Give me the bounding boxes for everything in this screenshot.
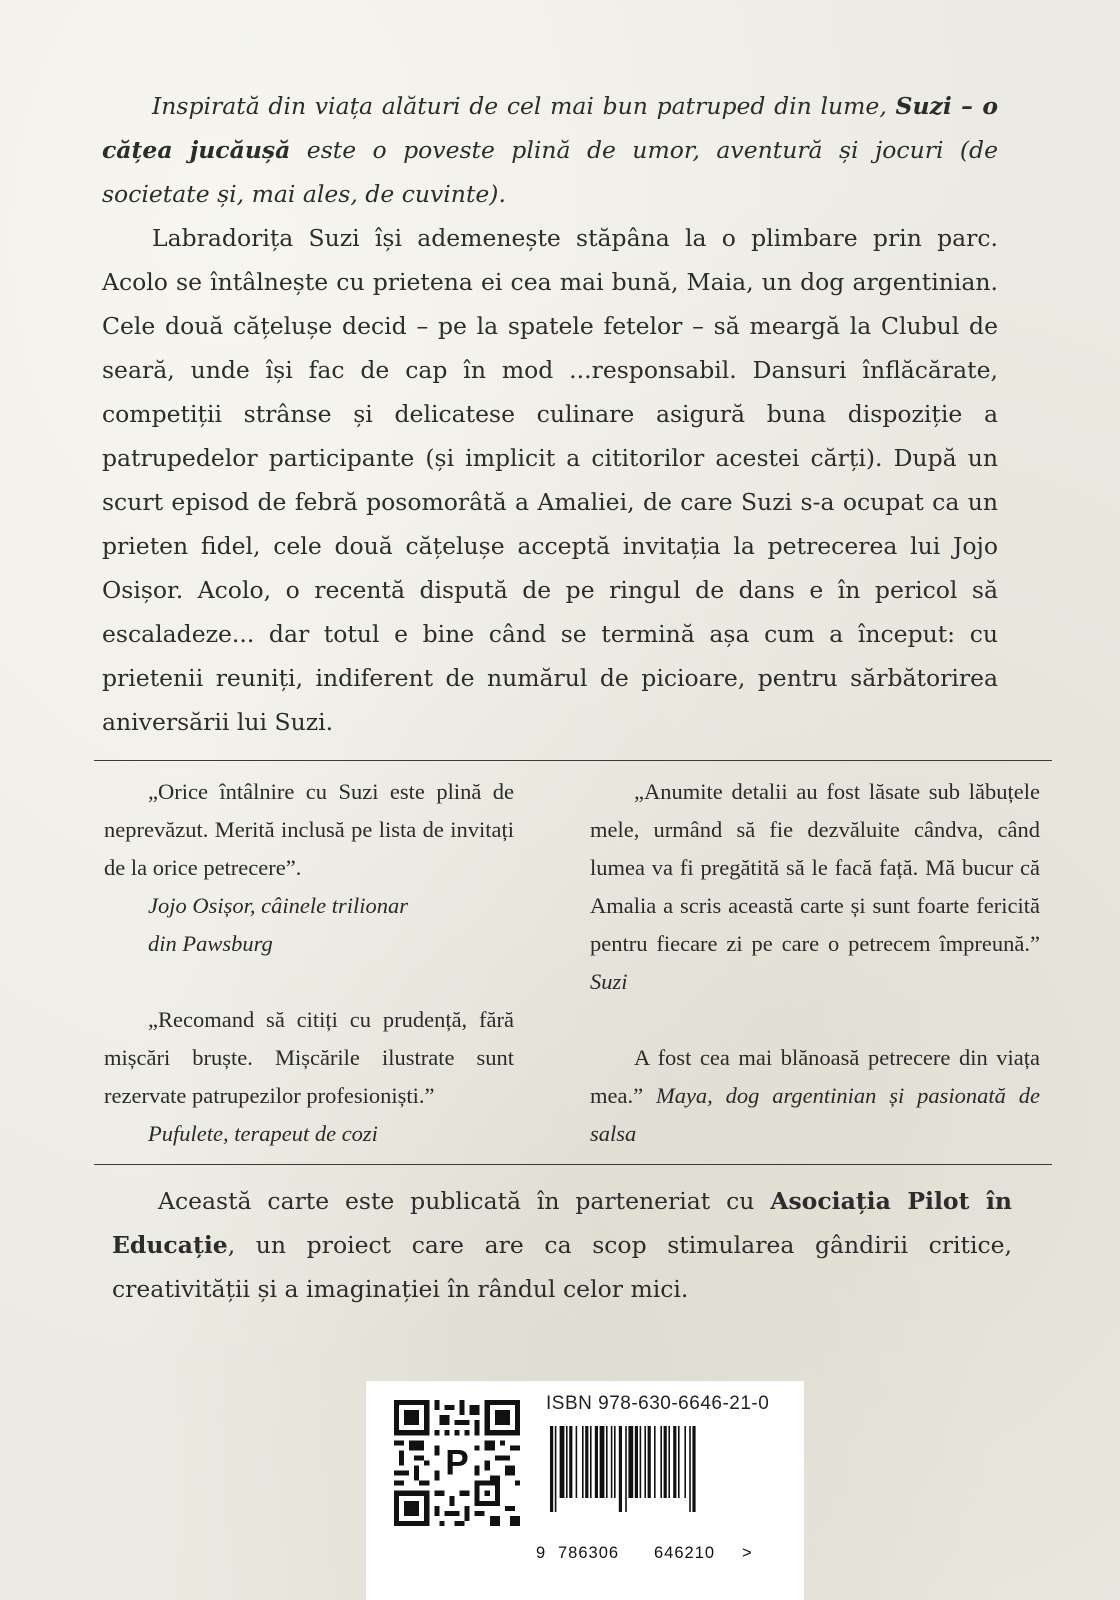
barcode <box>536 1426 756 1562</box>
partner-note: Această carte este publicată în parteneriat cu Asociația Pilot în Educație, un proiect care are ca scop stimularea gândirii critice, creativității și a imaginației în rândul celor mici. <box>112 1187 1012 1303</box>
barcode-digits-right: 646210 <box>654 1544 716 1562</box>
barcode-bar <box>684 1426 686 1498</box>
barcode-bar <box>635 1426 638 1498</box>
barcode-bar <box>660 1426 662 1498</box>
partner-org-name: Asociația Pilot în Educație <box>112 1187 1012 1259</box>
barcode-panel <box>366 1381 804 1600</box>
barcode-bar <box>689 1426 691 1512</box>
divider-top <box>94 760 1052 761</box>
quote-suzi: „Anumite detalii au fost lăsate sub lăbuțele mele, urmând să fie dezvăluite cândva, când lumea va fi pregătită să le facă față. Mă bucur că Amalia a scris această carte și sunt foarte fericită pentru fiecare zi pe care o petrecem împreună.” Suzi <box>590 779 1040 994</box>
quote-maya: A fost cea mai blănoasă petrecere din viața mea.” Maya, dog argentinian și pasionată de salsa <box>590 1045 1040 1146</box>
intro-p1-start: Inspirată din viața alături de cel mai bun patruped din lume, <box>152 92 896 120</box>
barcode-bar <box>628 1426 633 1498</box>
barcode-bar <box>576 1426 578 1498</box>
barcode-bar <box>582 1426 584 1498</box>
quotes-right-column <box>590 773 1040 1153</box>
barcode-bar <box>550 1426 553 1512</box>
intro-text <box>102 84 998 744</box>
barcode-bar <box>692 1426 695 1512</box>
barcode-bar <box>640 1426 642 1498</box>
barcode-digit-first: 9 <box>536 1544 546 1562</box>
quote-pufulete-attribution: Pufulete, terapeut de cozi <box>148 1121 378 1146</box>
barcode-bar <box>619 1426 622 1512</box>
intro-p1-end: este o poveste plină de umor, aventură și jocuri (de societate și, mai ales, de cuvinte). <box>102 136 999 208</box>
barcode-bar <box>569 1426 572 1498</box>
quote-pufulete: „Recomand să citiți cu prudență, fără mișcări bruște. Mișcările ilustrate sunt rezervate patrupezilor profesioniști.” Pufulete, terapeut de cozi <box>104 1001 514 1153</box>
barcode-bar <box>648 1426 651 1498</box>
barcode-bar <box>614 1426 616 1498</box>
barcode-bar <box>644 1426 646 1498</box>
barcode-bar <box>654 1426 656 1498</box>
quote-jojo: „Orice întâlnire cu Suzi este plină de neprevăzut. Merită inclusă pe lista de invitați de la orice petrecere”. Jojo Osișor, câinele trilionar din Pawsburg <box>104 773 514 963</box>
barcode-bar <box>664 1426 667 1498</box>
barcode-end-mark: > <box>742 1544 752 1562</box>
qr-code-icon[interactable] <box>394 1400 520 1526</box>
quote-suzi-attribution: Suzi <box>590 969 628 994</box>
barcode-bar <box>611 1426 613 1498</box>
isbn-label: ISBN 978-630-6646-21-0 <box>546 1393 770 1414</box>
barcode-bar <box>625 1426 627 1512</box>
book-title: Suzi – o cățea jucăușă <box>102 92 998 164</box>
quote-maya-attribution: Maya, dog argentinian și pasionată de salsa <box>590 1083 1040 1146</box>
barcode-bar <box>585 1426 588 1498</box>
barcode-bar <box>590 1426 592 1498</box>
barcode-bar <box>566 1426 568 1498</box>
barcode-bar <box>678 1426 680 1498</box>
intro-paragraph-2: Labradorița Suzi își ademenește stăpâna la o plimbare prin parc. Acolo se întâlnește cu prietena ei cea mai bună, Maia, un dog argentinian. Cele două cățelușe decid – pe la spatele fetelor – să meargă la Clubul de seară, unde își fac de cap în mod ...responsabil. Dansuri înflăcărate, competiții strânse și delicatese culinare asigură buna dispoziție a patrupedelor participante (și implicit a cititorilor acestei cărți). După un scurt episod de febră posomorâtă a Amaliei, de care Suzi s-a ocupat ca un prieten fidel, cele două cățelușe acceptă invitația la petrecerea lui Jojo Osișor. Acolo, o recentă dispută de pe ringul de dans e în pericol să escaladeze... dar totul e bine când se termină așa cum a început: cu prietenii reuniți, indiferent de numărul de picioare, pentru sărbătorirea aniversării lui Suzi. <box>102 224 998 736</box>
intro-paragraph-1 <box>102 84 998 216</box>
barcode-digits-left: 786306 <box>558 1544 620 1562</box>
barcode-bar <box>606 1426 608 1498</box>
barcode-bar <box>600 1426 605 1498</box>
barcode-bars <box>546 1426 756 1516</box>
quotes-left-column <box>104 773 514 1153</box>
barcode-bar <box>560 1426 565 1498</box>
divider-bottom <box>94 1164 1052 1165</box>
barcode-bar <box>595 1426 598 1498</box>
barcode-bar <box>673 1426 676 1498</box>
barcode-bar <box>555 1426 557 1512</box>
qr-logo-letter: P <box>445 1443 469 1483</box>
quote-jojo-attribution: Jojo Osișor, câinele trilionar <box>148 893 408 918</box>
quote-jojo-attribution-2: din Pawsburg <box>148 931 273 956</box>
barcode-bar <box>668 1426 670 1498</box>
